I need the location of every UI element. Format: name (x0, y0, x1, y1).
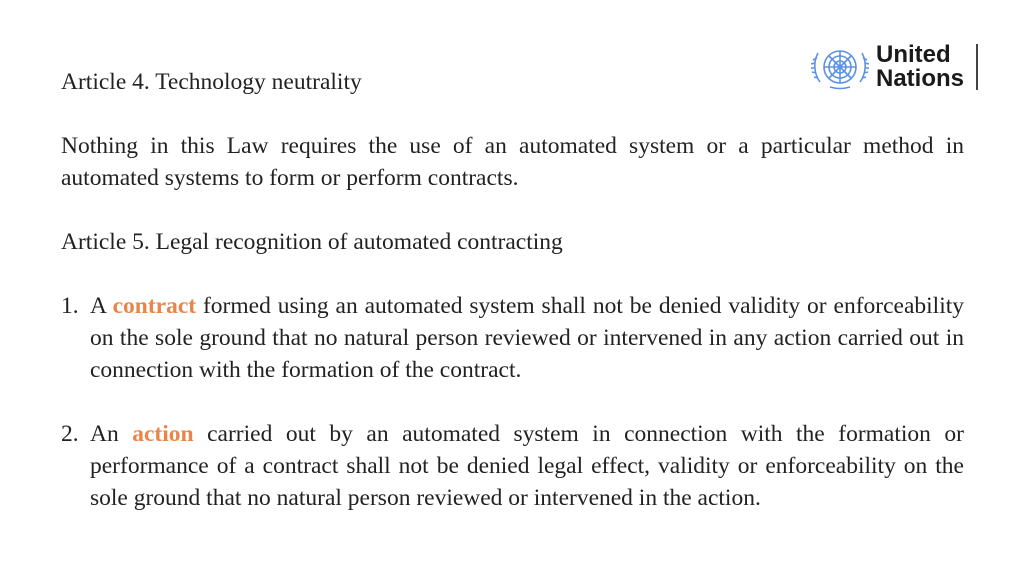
article-4-heading: Article 4. Technology neutrality (61, 69, 362, 95)
highlighted-term-contract: contract (112, 293, 197, 319)
list-item-number: 2. (61, 421, 79, 447)
article-5-list (61, 290, 964, 514)
logo-line-united: United (876, 41, 951, 68)
list-item-number: 1. (61, 293, 79, 319)
list-item-text-after: carried out by an automated system in connection with the formation or performance of a contract shall not be denied legal effect, validity or enforceability on the sole ground that no natural person reviewed or intervened in the action. (90, 421, 964, 511)
list-item (61, 290, 964, 386)
list-item (61, 418, 964, 514)
list-item-text-before: An (90, 421, 133, 447)
list-item-text-before: A (90, 293, 113, 319)
logo-line-nations: Nations (876, 65, 965, 92)
highlighted-term-action: action (132, 421, 194, 447)
slide-content (61, 66, 964, 546)
list-item-text-after: formed using an automated system shall not be denied validity or enforceability on the sole ground that no natural person reviewed or intervened in any action carried out in connection with the formation of the contract. (90, 293, 964, 383)
logo-divider (976, 44, 978, 90)
article-5-heading: Article 5. Legal recognition of automated contracting (61, 229, 563, 255)
article-4-body: Nothing in this Law requires the use of an automated system or a particular method in automated systems to form or perform contracts. (61, 133, 964, 191)
